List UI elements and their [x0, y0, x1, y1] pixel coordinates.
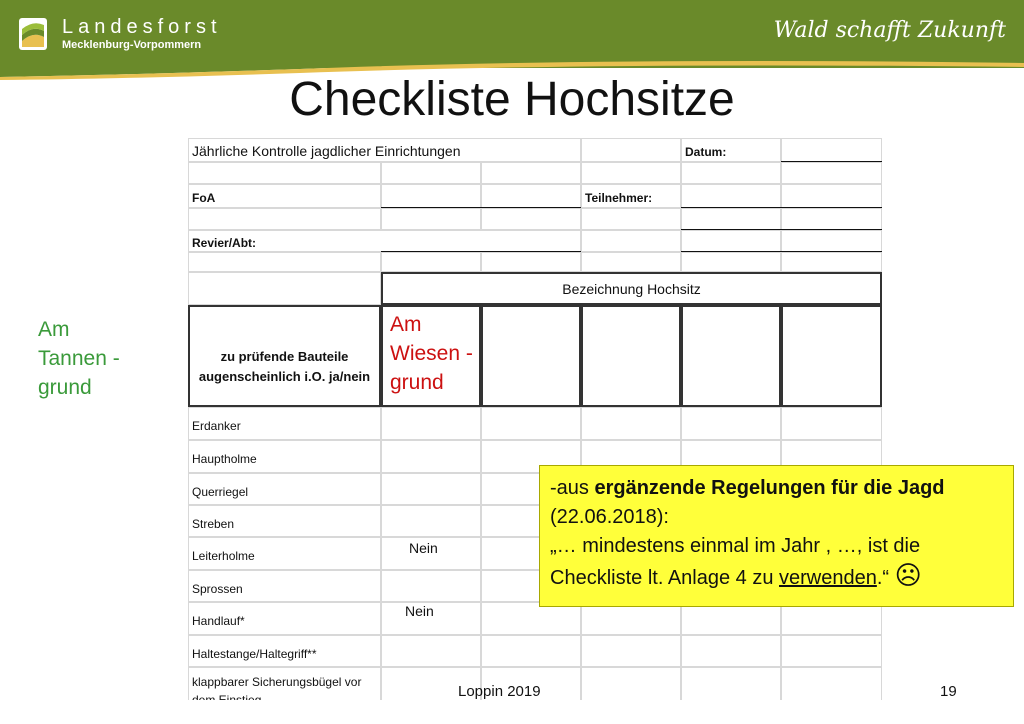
item-label-cell — [188, 505, 381, 537]
form-header-cell — [188, 138, 581, 162]
item-check-cell[interactable] — [381, 505, 481, 537]
foa-value-cell[interactable] — [381, 184, 481, 208]
brand-subtitle: Mecklenburg-Vorpommern — [62, 39, 202, 51]
item-label: Leiterholme — [192, 549, 255, 563]
empty-cell — [681, 208, 781, 230]
note-tannengrund: Am Tannen -grund — [38, 318, 120, 399]
item-check-cell[interactable] — [781, 407, 882, 440]
empty-cell — [188, 272, 381, 305]
revier-label-cell — [188, 230, 581, 252]
foa-label: FoA — [192, 191, 216, 205]
item-check-cell[interactable] — [381, 570, 481, 602]
item-value: Nein — [409, 540, 438, 556]
page-number: 19 — [940, 683, 957, 700]
callout-end: .“ — [876, 567, 895, 589]
item-label-cell — [188, 635, 381, 667]
foa-value-cell[interactable] — [481, 184, 581, 208]
brand-name: Landesforst — [62, 16, 222, 38]
callout-box — [539, 465, 1014, 607]
datum-value-cell[interactable] — [781, 138, 882, 162]
item-label: Handlauf* — [192, 614, 245, 628]
item-label: Streben — [192, 517, 235, 531]
empty-cell — [481, 162, 581, 184]
item-label-cell — [188, 570, 381, 602]
item-label-cell — [188, 440, 381, 473]
item-label: Sprossen — [192, 582, 243, 596]
empty-cell — [381, 208, 481, 230]
hochsitz-name-cell[interactable] — [581, 305, 681, 407]
callout-prefix: -aus — [550, 477, 595, 499]
empty-cell — [581, 208, 681, 230]
footer-center: Loppin 2019 — [458, 683, 541, 700]
revier-value-cell[interactable] — [781, 230, 882, 252]
callout-quote: „… mindestens einmal im Jahr , …, ist die Checkliste lt. Anlage 4 zu — [550, 535, 921, 589]
revier-label: Revier/Abt: — [192, 236, 257, 250]
item-check-cell[interactable] — [581, 407, 681, 440]
teilnehmer-value-cell[interactable] — [681, 184, 781, 208]
callout-underlined: verwenden — [779, 567, 877, 589]
teilnehmer-value-cell[interactable] — [781, 184, 882, 208]
item-check-cell[interactable] — [581, 635, 681, 667]
item-label: klappbarer Sicherungsbügel vor — [192, 675, 362, 689]
callout-date: (22.06.2018): — [550, 506, 669, 528]
bauteile-label: zu prüfende Bauteile augenscheinlich i.O. ja/nein — [198, 349, 371, 384]
item-check-cell[interactable] — [681, 407, 781, 440]
logo-icon — [18, 17, 48, 51]
footer-bar — [0, 700, 1024, 724]
form-title-label: Jährliche Kontrolle jagdlicher Einrichtungen — [192, 143, 461, 159]
item-label-cell — [188, 473, 381, 505]
empty-cell — [481, 252, 581, 272]
hochsitz-name-cell[interactable] — [681, 305, 781, 407]
item-label: Erdanker — [192, 419, 241, 433]
empty-cell — [781, 162, 882, 184]
empty-cell — [581, 138, 681, 162]
item-check-cell[interactable] — [681, 635, 781, 667]
item-label-cell — [188, 537, 381, 570]
note-wiesengrund: Am Wiesen -grund — [390, 313, 473, 394]
empty-cell — [188, 162, 381, 184]
item-check-cell[interactable] — [481, 407, 581, 440]
item-check-cell[interactable] — [381, 473, 481, 505]
empty-cell — [188, 208, 381, 230]
callout-bold: ergänzende Regelungen für die Jagd — [594, 477, 945, 499]
slogan: Wald schafft Zukunft — [773, 18, 1006, 43]
item-label: Hauptholme — [192, 452, 257, 466]
item-check-cell[interactable] — [381, 537, 481, 570]
bezeichnung-header-cell — [381, 272, 882, 305]
page-title: Checkliste Hochsitze — [289, 73, 735, 126]
datum-label: Datum: — [685, 145, 727, 159]
item-check-cell[interactable] — [481, 635, 581, 667]
empty-cell — [581, 162, 681, 184]
item-check-cell[interactable] — [381, 602, 481, 635]
item-label: Querriegel — [192, 485, 249, 499]
empty-cell — [481, 208, 581, 230]
hochsitz-name-cell[interactable] — [781, 305, 882, 407]
datum-label-cell — [681, 138, 781, 162]
empty-cell — [381, 162, 481, 184]
foa-label-cell — [188, 184, 381, 208]
empty-cell — [381, 252, 481, 272]
item-check-cell[interactable] — [781, 635, 882, 667]
empty-cell — [581, 252, 681, 272]
empty-cell — [581, 230, 681, 252]
empty-cell — [188, 252, 381, 272]
sad-face-icon: ☹ — [894, 560, 922, 590]
revier-value-cell[interactable] — [681, 230, 781, 252]
empty-cell — [781, 208, 882, 230]
item-label-cell — [188, 602, 381, 635]
empty-cell — [681, 162, 781, 184]
teilnehmer-label: Teilnehmer: — [585, 191, 653, 205]
item-value: Nein — [405, 603, 434, 619]
item-check-cell[interactable] — [381, 407, 481, 440]
teilnehmer-label-cell — [581, 184, 681, 208]
hochsitz-name-cell[interactable] — [481, 305, 581, 407]
empty-cell — [681, 252, 781, 272]
empty-cell — [781, 252, 882, 272]
item-label: Haltestange/Haltegriff** — [192, 647, 317, 661]
item-check-cell[interactable] — [381, 635, 481, 667]
item-label-cell — [188, 407, 381, 440]
bezeichnung-label: Bezeichnung Hochsitz — [562, 281, 701, 297]
item-check-cell[interactable] — [381, 440, 481, 473]
bauteile-header-cell — [188, 305, 381, 407]
